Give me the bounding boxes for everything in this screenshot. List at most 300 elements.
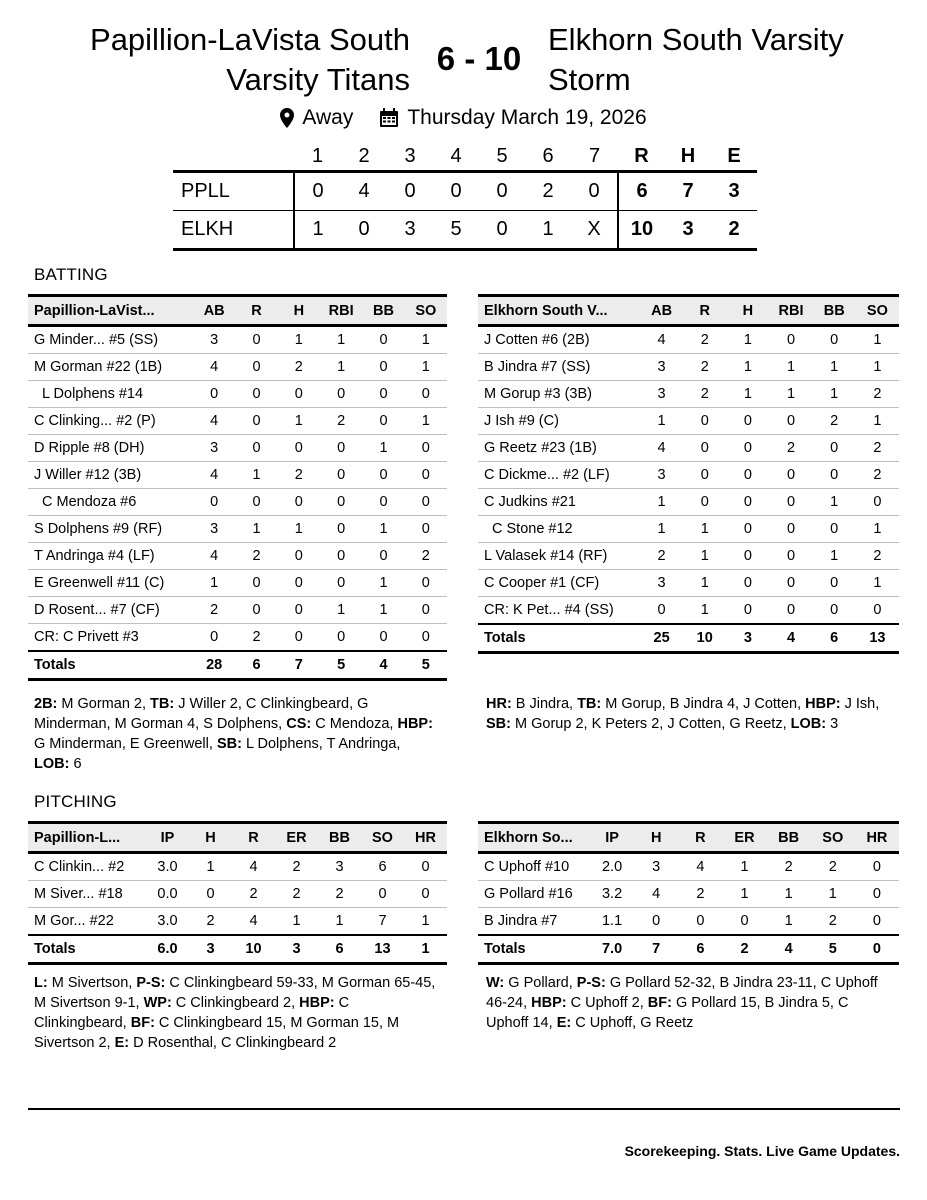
note-text: G Pollard 15, B Jindra 5, C Uphoff 14,	[486, 995, 849, 1031]
totals-value: 6	[235, 651, 277, 680]
stat-value: 1	[683, 570, 726, 597]
player-row	[28, 597, 447, 624]
inning-score: 0	[571, 172, 618, 211]
stat-value: 2	[811, 853, 855, 881]
stat-value: 1	[320, 354, 362, 381]
inning-header: 2	[341, 143, 387, 172]
stat-column-header: R	[235, 296, 277, 326]
note-text: G Pollard 52-32, B Jindra 23-11, C Uphoff 46-24,	[486, 975, 878, 1011]
note-label: W:	[486, 975, 505, 991]
stat-value: 0	[361, 881, 404, 908]
stat-value: 4	[193, 543, 235, 570]
stat-value: 2	[767, 853, 811, 881]
stat-value: 1	[405, 354, 447, 381]
player-name: J Willer #12 (3B)	[28, 462, 193, 489]
note-label: E:	[556, 1015, 572, 1031]
stat-value: 0	[362, 462, 404, 489]
note-text: J Willer 2, C Clinkingbeard, G Minderman, M Gorman 4, S Dolphens,	[34, 696, 369, 732]
player-name: CR: K Pet... #4 (SS)	[478, 597, 640, 625]
note-label: TB:	[577, 696, 602, 712]
player-row	[28, 543, 447, 570]
player-name: G Pollard #16	[478, 881, 590, 908]
player-name: G Minder... #5 (SS)	[28, 326, 193, 354]
stat-value: 2	[320, 408, 362, 435]
stat-value: 1	[235, 516, 277, 543]
player-name: C Uphoff #10	[478, 853, 590, 881]
player-row	[478, 881, 899, 908]
totals-value: 13	[856, 624, 899, 653]
player-name: S Dolphens #9 (RF)	[28, 516, 193, 543]
stat-value: 3.0	[146, 853, 189, 881]
pitching-section-title: PITCHING	[34, 792, 117, 811]
stat-value: 2	[232, 881, 275, 908]
stat-value: 0	[769, 462, 812, 489]
stat-value: 2	[813, 408, 856, 435]
stat-value: 0	[320, 516, 362, 543]
linescore-row	[173, 211, 757, 250]
player-name: C Stone #12	[478, 516, 640, 543]
player-row	[28, 624, 447, 652]
player-name: CR: C Privett #3	[28, 624, 193, 652]
totals-value: 6	[813, 624, 856, 653]
inning-score: 0	[479, 172, 525, 211]
totals-value: 3	[189, 935, 232, 964]
stat-value: 1	[767, 881, 811, 908]
team-column-header: Elkhorn South V...	[478, 296, 640, 326]
note-text: C Clinkingbeard 59-33, M Gorman 65-45, M Sivertson 9-1,	[34, 975, 436, 1011]
stat-value: 0	[362, 408, 404, 435]
stat-value: 4	[193, 354, 235, 381]
stat-column-header: IP	[590, 823, 634, 853]
stat-value: 1	[189, 853, 232, 881]
stat-value: 0	[235, 326, 277, 354]
player-row	[478, 853, 899, 881]
player-name: C Mendoza #6	[28, 489, 193, 516]
inning-header: 7	[571, 143, 618, 172]
home-batting-notes	[34, 694, 434, 774]
stat-value: 0	[726, 570, 769, 597]
stat-value: 0	[813, 570, 856, 597]
batting-header-row	[478, 296, 899, 326]
game-meta	[0, 106, 927, 130]
location-text: Away	[302, 106, 354, 129]
stat-value: 0	[193, 624, 235, 652]
stat-column-header: ER	[722, 823, 766, 853]
stat-value: 0	[404, 853, 447, 881]
home-team-name: Papillion-LaVista South Varsity Titans	[90, 22, 410, 97]
stat-value: 0	[855, 881, 899, 908]
player-name: L Valasek #14 (RF)	[478, 543, 640, 570]
linescore-table	[173, 143, 757, 251]
stat-value: 0	[362, 624, 404, 652]
stat-value: 0	[278, 543, 320, 570]
stat-value: 0	[193, 489, 235, 516]
totals-value: 6	[318, 935, 361, 964]
note-label: BF:	[647, 995, 672, 1011]
totals-label: Totals	[478, 935, 590, 964]
linescore-team: ELKH	[173, 211, 294, 250]
inning-score: 1	[294, 211, 341, 250]
linescore-row	[173, 172, 757, 211]
stat-value: 0	[278, 597, 320, 624]
stat-column-header: H	[726, 296, 769, 326]
inning-score: 2	[525, 172, 571, 211]
player-name: J Cotten #6 (2B)	[478, 326, 640, 354]
totals-value: 4	[769, 624, 812, 653]
inning-score: 3	[387, 211, 433, 250]
note-text: B Jindra,	[511, 696, 578, 712]
player-row	[478, 597, 899, 625]
stat-column-header: H	[189, 823, 232, 853]
stat-value: 0	[235, 597, 277, 624]
stat-value: 1	[320, 326, 362, 354]
stat-value: 0	[235, 570, 277, 597]
player-row	[28, 381, 447, 408]
stat-value: 3	[318, 853, 361, 881]
totals-value: 10	[232, 935, 275, 964]
player-name: B Jindra #7	[478, 908, 590, 936]
player-name: C Judkins #21	[478, 489, 640, 516]
player-name: B Jindra #7 (SS)	[478, 354, 640, 381]
hits-header: H	[665, 143, 711, 172]
stat-value: 1	[640, 516, 683, 543]
stat-column-header: IP	[146, 823, 189, 853]
stat-value: 2	[189, 908, 232, 936]
stat-value: 4	[232, 853, 275, 881]
stat-value: 2	[683, 354, 726, 381]
note-label: HBP:	[299, 995, 335, 1011]
linescore-team-header	[173, 143, 294, 172]
batting-header-row	[28, 296, 447, 326]
stat-value: 0	[320, 489, 362, 516]
stat-value: 0	[769, 489, 812, 516]
stat-value: 3	[193, 326, 235, 354]
stat-value: 0	[235, 354, 277, 381]
stat-value: 0	[726, 489, 769, 516]
stat-column-header: RBI	[769, 296, 812, 326]
stat-value: 1	[726, 326, 769, 354]
player-name: C Cooper #1 (CF)	[478, 570, 640, 597]
away-team-name: Elkhorn South Varsity Storm	[548, 22, 844, 97]
stat-value: 0	[278, 624, 320, 652]
pitching-totals-row	[28, 935, 447, 964]
linescore-header-row	[173, 143, 757, 172]
player-row	[28, 326, 447, 354]
runs-total: 10	[618, 211, 665, 250]
note-text: G Minderman, E Greenwell,	[34, 736, 217, 752]
stat-column-header: SO	[856, 296, 899, 326]
stat-value: 1	[856, 570, 899, 597]
stat-value: 1	[726, 354, 769, 381]
totals-label: Totals	[28, 935, 146, 964]
note-text: M Sivertson,	[47, 975, 137, 991]
note-label: SB:	[486, 716, 511, 732]
inning-header: 4	[433, 143, 479, 172]
note-label: BF:	[130, 1015, 155, 1031]
stat-value: 2	[856, 462, 899, 489]
stat-value: 0	[278, 570, 320, 597]
stat-value: 2	[856, 381, 899, 408]
player-name: C Clinking... #2 (P)	[28, 408, 193, 435]
stat-value: 2.0	[590, 853, 634, 881]
stat-value: 0	[678, 908, 722, 936]
stat-value: 1	[318, 908, 361, 936]
player-name: C Clinkin... #2	[28, 853, 146, 881]
stat-value: 0	[189, 881, 232, 908]
stat-value: 2	[856, 543, 899, 570]
inning-score: 0	[341, 211, 387, 250]
stat-value: 1	[722, 881, 766, 908]
stat-value: 0	[769, 543, 812, 570]
stat-value: 0	[813, 597, 856, 625]
stat-value: 2	[856, 435, 899, 462]
batting-totals-row	[478, 624, 899, 653]
stat-value: 0	[683, 489, 726, 516]
note-label: HR:	[486, 696, 512, 712]
note-text: C Clinkingbeard,	[34, 995, 350, 1031]
stat-value: 2	[278, 354, 320, 381]
inning-header: 3	[387, 143, 433, 172]
stat-value: 1	[193, 570, 235, 597]
totals-label: Totals	[478, 624, 640, 653]
totals-value: 5	[811, 935, 855, 964]
stat-value: 0	[235, 435, 277, 462]
stat-value: 1	[362, 597, 404, 624]
stat-value: 0	[683, 435, 726, 462]
batting-section-title: BATTING	[34, 265, 108, 284]
totals-value: 4	[362, 651, 404, 680]
player-row	[28, 408, 447, 435]
runs-header: R	[618, 143, 665, 172]
stat-value: 3	[193, 516, 235, 543]
totals-value: 10	[683, 624, 726, 653]
stat-value: 0	[726, 408, 769, 435]
stat-column-header: BB	[362, 296, 404, 326]
stat-value: 0	[855, 853, 899, 881]
player-name: D Ripple #8 (DH)	[28, 435, 193, 462]
stat-value: 1	[640, 408, 683, 435]
stat-value: 0	[405, 570, 447, 597]
player-name: M Gorman #22 (1B)	[28, 354, 193, 381]
stat-value: 0	[405, 624, 447, 652]
errors-total: 3	[711, 172, 757, 211]
stat-value: 0	[769, 516, 812, 543]
stat-value: 0	[193, 381, 235, 408]
stat-value: 4	[640, 326, 683, 354]
note-label: WP:	[143, 995, 172, 1011]
stat-column-header: BB	[813, 296, 856, 326]
player-row	[28, 462, 447, 489]
player-row	[28, 908, 447, 936]
note-text: C Uphoff 2,	[566, 995, 648, 1011]
note-text: M Gorup, B Jindra 4, J Cotten,	[601, 696, 806, 712]
away-pitching-notes	[486, 973, 886, 1033]
player-row	[478, 435, 899, 462]
totals-value: 28	[193, 651, 235, 680]
home-pitching-notes	[34, 973, 444, 1053]
stat-value: 1	[404, 908, 447, 936]
stat-value: 0	[722, 908, 766, 936]
stat-value: 1	[856, 408, 899, 435]
stat-value: 0	[405, 462, 447, 489]
stat-value: 2	[405, 543, 447, 570]
stat-value: 0	[769, 597, 812, 625]
player-row	[478, 908, 899, 936]
player-name: E Greenwell #11 (C)	[28, 570, 193, 597]
inning-header: 1	[294, 143, 341, 172]
stat-value: 0	[404, 881, 447, 908]
stat-value: 0	[278, 435, 320, 462]
stat-value: 1	[320, 597, 362, 624]
stat-value: 1	[362, 516, 404, 543]
stat-value: 0	[726, 462, 769, 489]
stat-value: 0	[362, 543, 404, 570]
stat-value: 3	[640, 462, 683, 489]
stat-value: 0	[405, 597, 447, 624]
pitching-totals-row	[478, 935, 899, 964]
player-name: M Gorup #3 (3B)	[478, 381, 640, 408]
stat-value: 0	[813, 435, 856, 462]
team-column-header: Papillion-L...	[28, 823, 146, 853]
note-label: TB:	[150, 696, 175, 712]
hits-total: 3	[665, 211, 711, 250]
inning-header: 5	[479, 143, 525, 172]
stat-value: 2	[318, 881, 361, 908]
inning-score: 0	[387, 172, 433, 211]
inning-score: 1	[525, 211, 571, 250]
totals-value: 1	[404, 935, 447, 964]
totals-value: 4	[767, 935, 811, 964]
player-name: D Rosent... #7 (CF)	[28, 597, 193, 624]
note-text: D Rosenthal, C Clinkingbeard 2	[129, 1035, 337, 1051]
stat-value: 1	[405, 326, 447, 354]
stat-value: 4	[634, 881, 678, 908]
date-text: Thursday March 19, 2026	[407, 106, 647, 129]
location-info	[280, 106, 353, 130]
stat-value: 3.2	[590, 881, 634, 908]
note-text: 3	[826, 716, 839, 732]
stat-value: 0	[405, 516, 447, 543]
stat-value: 3.0	[146, 908, 189, 936]
note-text: J Ish,	[840, 696, 880, 712]
stat-value: 0	[320, 543, 362, 570]
player-row	[28, 853, 447, 881]
stat-value: 0	[320, 462, 362, 489]
stat-value: 3	[193, 435, 235, 462]
player-name: L Dolphens #14	[28, 381, 193, 408]
note-label: P-S:	[576, 975, 606, 991]
stat-value: 0	[856, 597, 899, 625]
player-row	[478, 354, 899, 381]
stat-value: 0	[362, 354, 404, 381]
stat-value: 1	[278, 408, 320, 435]
note-text: M Gorman 2,	[57, 696, 151, 712]
game-score: 6 - 10	[436, 40, 522, 77]
player-row	[28, 516, 447, 543]
stat-value: 1	[640, 489, 683, 516]
stat-value: 0	[813, 462, 856, 489]
inning-score: 0	[479, 211, 525, 250]
stat-value: 0	[235, 489, 277, 516]
stat-column-header: HR	[404, 823, 447, 853]
player-row	[28, 489, 447, 516]
stat-column-header: ER	[275, 823, 318, 853]
totals-value: 13	[361, 935, 404, 964]
stat-value: 2	[769, 435, 812, 462]
stat-value: 6	[361, 853, 404, 881]
stat-value: 1	[856, 354, 899, 381]
stat-value: 0	[320, 381, 362, 408]
stat-value: 0	[320, 435, 362, 462]
pitching-header-row	[28, 823, 447, 853]
player-name: C Dickme... #2 (LF)	[478, 462, 640, 489]
totals-value: 2	[722, 935, 766, 964]
stat-value: 0	[235, 408, 277, 435]
stat-column-header: BB	[318, 823, 361, 853]
totals-label: Totals	[28, 651, 193, 680]
stat-value: 4	[640, 435, 683, 462]
stat-value: 3	[634, 853, 678, 881]
stat-value: 2	[275, 853, 318, 881]
stat-value: 0	[362, 326, 404, 354]
player-row	[28, 881, 447, 908]
stat-value: 0	[405, 435, 447, 462]
note-text: C Clinkingbeard 2,	[171, 995, 300, 1011]
stat-value: 0	[726, 516, 769, 543]
inning-score: 4	[341, 172, 387, 211]
stat-value: 3	[640, 354, 683, 381]
stat-value: 0	[278, 489, 320, 516]
player-row	[478, 489, 899, 516]
team-column-header: Elkhorn So...	[478, 823, 590, 853]
stat-value: 2	[275, 881, 318, 908]
stat-value: 2	[278, 462, 320, 489]
player-row	[28, 354, 447, 381]
stat-value: 0	[726, 597, 769, 625]
away-batting-table	[478, 294, 899, 654]
stat-value: 1	[722, 853, 766, 881]
stat-value: 2	[683, 381, 726, 408]
totals-value: 3	[726, 624, 769, 653]
stat-value: 4	[193, 408, 235, 435]
note-text: C Mendoza,	[311, 716, 398, 732]
stat-value: 0	[769, 408, 812, 435]
note-text: G Pollard,	[504, 975, 577, 991]
inning-header: 6	[525, 143, 571, 172]
inning-score: X	[571, 211, 618, 250]
note-label: SB:	[216, 736, 242, 752]
hits-total: 7	[665, 172, 711, 211]
note-label: 2B:	[34, 696, 58, 712]
stat-value: 0	[362, 489, 404, 516]
totals-value: 6.0	[146, 935, 189, 964]
runs-total: 6	[618, 172, 665, 211]
player-row	[478, 570, 899, 597]
stat-value: 0.0	[146, 881, 189, 908]
stat-value: 1	[769, 381, 812, 408]
note-label: HBP:	[531, 995, 567, 1011]
stat-value: 0	[235, 381, 277, 408]
errors-total: 2	[711, 211, 757, 250]
stat-value: 0	[856, 489, 899, 516]
footer-divider	[28, 1108, 900, 1110]
stat-value: 0	[813, 326, 856, 354]
note-label: E:	[114, 1035, 130, 1051]
stat-value: 0	[640, 597, 683, 625]
note-label: L:	[34, 975, 48, 991]
stat-column-header: BB	[767, 823, 811, 853]
stat-value: 1	[405, 408, 447, 435]
